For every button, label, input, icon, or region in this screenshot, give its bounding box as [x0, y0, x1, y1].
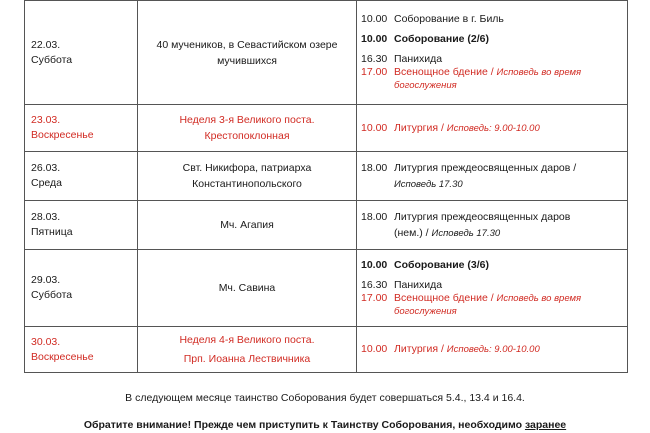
feast-line: Свт. Никифора, патриарха	[182, 162, 312, 174]
feast-cell	[138, 1, 357, 105]
feast-line: Неделя 3-я Великого поста.	[179, 114, 315, 126]
date: 28.03.	[31, 211, 61, 223]
service-text-cont: (нем.) /	[394, 226, 432, 239]
service-time: 18.00	[361, 210, 388, 223]
date-cell	[25, 250, 138, 327]
confession-note: Исповедь 17.30	[431, 227, 501, 239]
feast-cell	[138, 152, 357, 201]
feast-line: Мч. Савина	[218, 282, 276, 294]
date: 26.03.	[31, 162, 61, 174]
attention-note	[0, 419, 650, 431]
services-cell	[357, 250, 628, 327]
service-text: Панихида	[394, 53, 443, 65]
service-text: Литургия /	[394, 343, 447, 355]
date-cell	[25, 327, 138, 373]
feast-line: Мч. Агапия	[220, 219, 274, 231]
date: 23.03.	[31, 114, 61, 126]
service-text: Панихида	[394, 278, 443, 291]
services-cell	[357, 327, 628, 373]
feast-cell	[138, 201, 357, 250]
table-row	[25, 152, 628, 201]
service-line	[361, 33, 623, 46]
service-time: 17.00	[361, 66, 388, 78]
service-line	[361, 122, 623, 135]
confession-note: Исповедь: 9.00-10.00	[446, 344, 540, 355]
service-time: 10.00	[361, 13, 388, 25]
service-line	[361, 343, 623, 356]
date: 22.03.	[31, 38, 61, 51]
date-cell	[25, 1, 138, 105]
table-row	[25, 201, 628, 250]
next-month-note: В следующем месяце таинство Соборования будет совершаться 5.4., 13.4 и 16.4.	[125, 392, 525, 404]
service-time: 16.30	[361, 53, 388, 65]
weekday: Суббота	[31, 289, 73, 301]
service-line	[361, 259, 623, 272]
feast-cell	[138, 105, 357, 152]
weekday: Воскресенье	[31, 350, 94, 363]
service-time: 17.00	[361, 291, 388, 304]
service-line	[361, 53, 623, 66]
date: 29.03.	[31, 274, 61, 286]
service-time: 10.00	[361, 343, 388, 355]
attention-underlined: заранее	[524, 419, 567, 431]
service-line	[361, 292, 623, 318]
service-time: 16.30	[361, 278, 388, 291]
weekday: Среда	[31, 177, 62, 189]
service-text: Литургия преждеосвященных даров	[394, 210, 571, 223]
confession-note: Исповедь во время богослужения	[394, 292, 582, 317]
service-text: Всенощное бдение /	[394, 66, 497, 78]
confession-note: Исповедь 17.30	[394, 178, 463, 190]
service-text: Соборование (3/6)	[394, 258, 490, 271]
service-text: Соборование (2/6)	[394, 33, 490, 45]
service-text: Литургия преждеосвященных даров /	[394, 161, 577, 174]
service-line	[361, 178, 623, 191]
services-cell	[357, 201, 628, 250]
service-line	[361, 227, 623, 240]
service-text: Соборование в г. Биль	[394, 13, 504, 25]
services-cell	[357, 105, 628, 152]
table-row	[25, 250, 628, 327]
service-time: 10.00	[361, 33, 388, 45]
weekday: Суббота	[31, 53, 73, 66]
feast-cell	[138, 250, 357, 327]
feast-line: Неделя 4-я Великого поста.	[179, 334, 315, 346]
service-time: 18.00	[361, 161, 388, 174]
service-line	[361, 162, 623, 175]
date: 30.03.	[31, 335, 61, 348]
feast-line: 40 мучеников, в Севастийском озере	[156, 38, 338, 51]
table-row	[25, 327, 628, 373]
service-line	[361, 279, 623, 292]
weekday: Воскресенье	[31, 129, 94, 141]
feast-line: мучившихся	[217, 54, 277, 67]
service-time: 10.00	[361, 258, 388, 271]
service-text: Литургия /	[394, 121, 447, 134]
feast-line: Прп. Иоанна Лествичника	[183, 353, 311, 365]
feast-line: Крестопоклонная	[204, 130, 290, 142]
confession-note: Исповедь: 9.00-10.00	[446, 122, 540, 134]
services-cell	[357, 152, 628, 201]
service-text: Всенощное бдение /	[394, 291, 497, 304]
service-line	[361, 13, 623, 26]
service-line	[361, 211, 623, 224]
attention-text: Обратите внимание! Прежде чем приступить к Таинству Соборования, необходимо	[83, 419, 525, 431]
table-row	[25, 1, 628, 105]
schedule-sheet	[24, 0, 628, 373]
services-cell	[357, 1, 628, 105]
service-time: 10.00	[361, 121, 388, 134]
feast-cell	[138, 327, 357, 373]
service-line	[361, 66, 623, 92]
weekday: Пятница	[31, 226, 73, 238]
confession-note: Исповедь во время богослужения	[394, 67, 582, 91]
date-cell	[25, 105, 138, 152]
feast-line: Константинопольского	[192, 178, 302, 190]
table-row	[25, 105, 628, 152]
schedule-table	[24, 0, 628, 373]
date-cell	[25, 201, 138, 250]
date-cell	[25, 152, 138, 201]
